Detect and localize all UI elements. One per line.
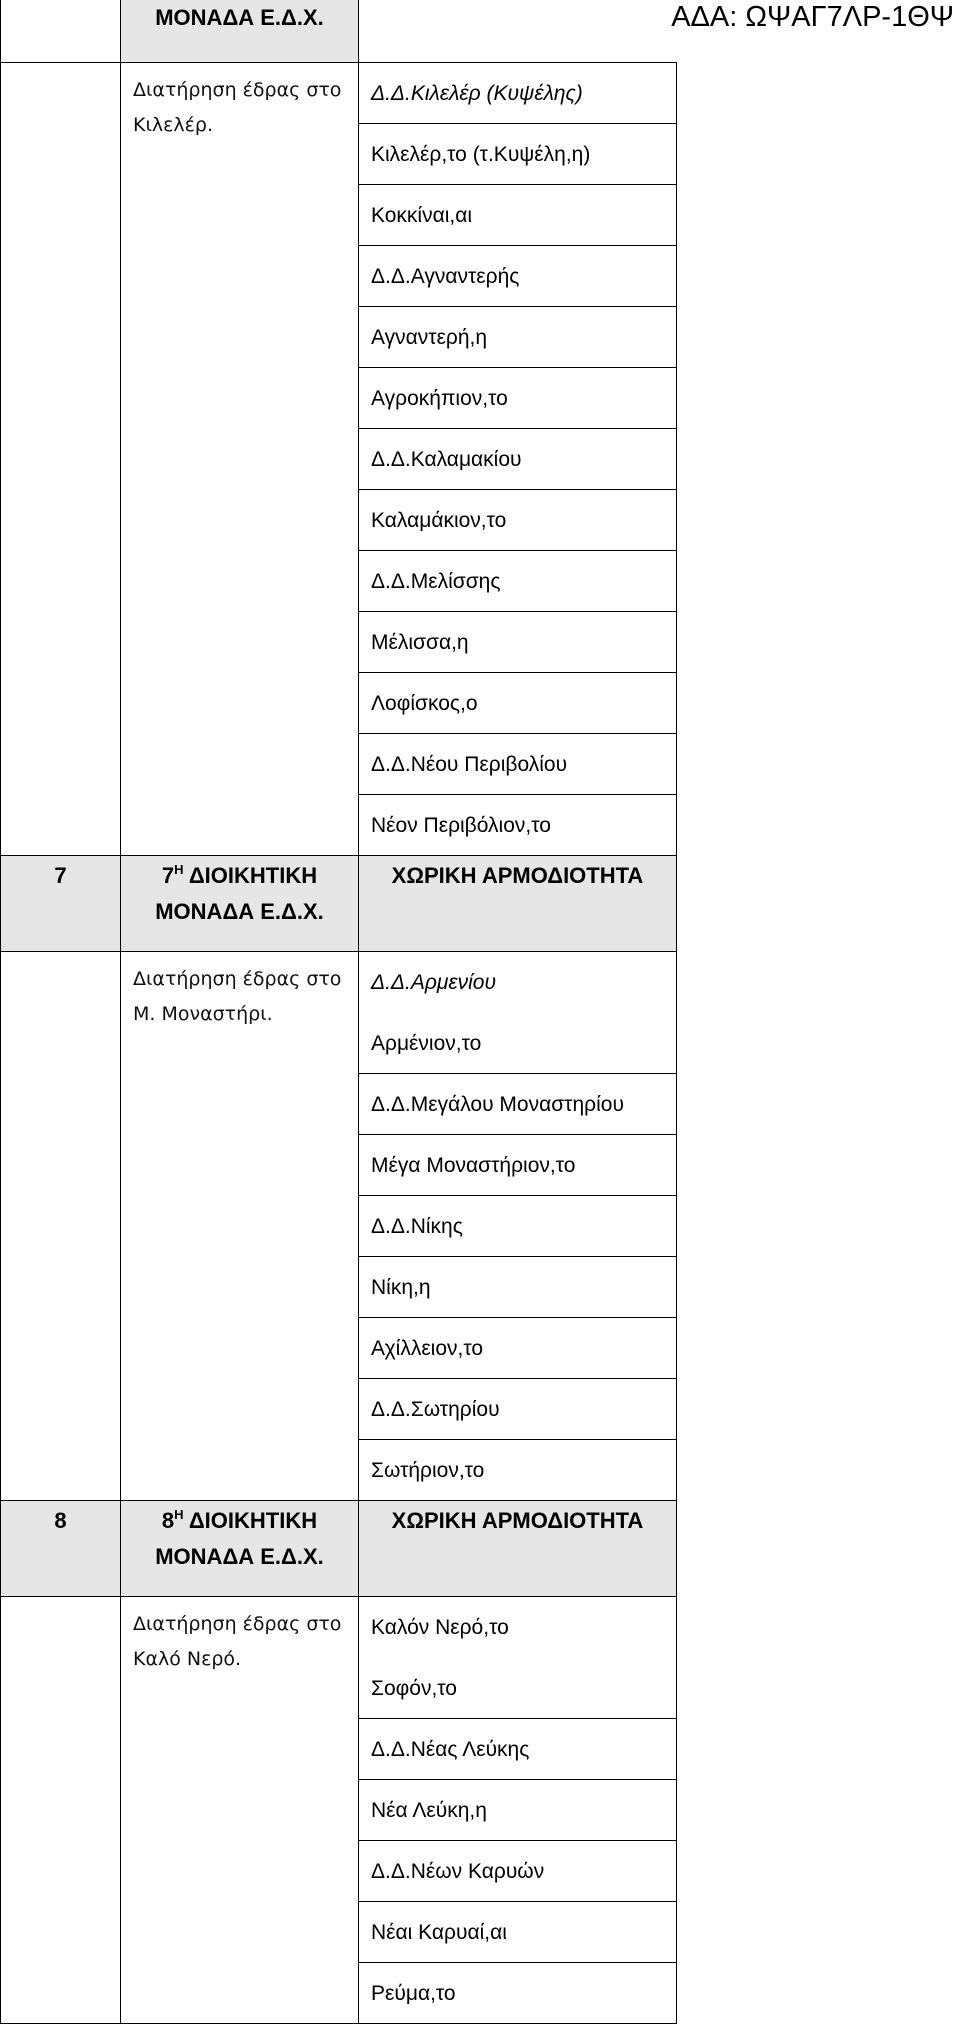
section-header-row xyxy=(1,855,677,951)
unit-title-text: ΔΙΟΙΚΗΤΙΚΗ ΜΟΝΑΔΑ Ε.Δ.Χ. xyxy=(155,862,324,924)
list-item: Δ.Δ.Νέων Καρυών xyxy=(359,1840,677,1901)
list-item: Δ.Δ.Καλαμακίου xyxy=(359,428,677,489)
list-item-line: Δ.Δ.Αρμενίου xyxy=(371,970,497,994)
section-header-row xyxy=(1,1500,677,1596)
unit-title-cont: ΜΟΝΑΔΑ Ε.Δ.Χ. xyxy=(121,0,359,62)
list-item xyxy=(359,951,677,1073)
table-header-row xyxy=(1,0,677,62)
list-item: Αγροκήπιον,το xyxy=(359,367,677,428)
list-item: Δ.Δ.Μελίσσης xyxy=(359,550,677,611)
list-item: Δ.Δ.Νέου Περιβολίου xyxy=(359,733,677,794)
unit-title xyxy=(121,1500,359,1596)
list-item: Δ.Δ.Κιλελέρ (Κυψέλης) xyxy=(359,62,677,123)
table-row xyxy=(1,951,677,1073)
list-item: Σωτήριον,το xyxy=(359,1439,677,1500)
list-item: Μέγα Μοναστήριον,το xyxy=(359,1134,677,1195)
unit-title-text: ΔΙΟΙΚΗΤΙΚΗ ΜΟΝΑΔΑ Ε.Δ.Χ. xyxy=(155,1507,324,1569)
list-item: Δ.Δ.Σωτηρίου xyxy=(359,1378,677,1439)
unit-ordinal-sup: Η xyxy=(174,1506,184,1522)
col-header: ΧΩΡΙΚΗ ΑΡΜΟΔΙΟΤΗΤΑ xyxy=(359,1500,677,1596)
list-item: Δ.Δ.Μεγάλου Μοναστηρίου xyxy=(359,1073,677,1134)
seat-text: Διατήρηση έδρας στο Μ. Μοναστήρι. xyxy=(121,951,359,1500)
list-item: Μέλισσα,η xyxy=(359,611,677,672)
section-number: 7 xyxy=(1,855,121,951)
list-item: Νέον Περιβόλιον,το xyxy=(359,794,677,855)
list-item: Καλαμάκιον,το xyxy=(359,489,677,550)
section-number: 8 xyxy=(1,1500,121,1596)
list-item: Δ.Δ.Νίκης xyxy=(359,1195,677,1256)
list-item: Κιλελέρ,το (τ.Κυψέλη,η) xyxy=(359,123,677,184)
list-item: Νίκη,η xyxy=(359,1256,677,1317)
list-item-line: Αρμένιον,το xyxy=(371,1031,482,1055)
ada-code: ΑΔΑ: ΩΨΑΓ7ΛΡ-1ΘΨ xyxy=(671,1,954,33)
seat-text: Διατήρηση έδρας στο Καλό Νερό. xyxy=(121,1596,359,2023)
seat-text: Διατήρηση έδρας στο Κιλελέρ. xyxy=(121,62,359,855)
list-item: Νέαι Καρυαί,αι xyxy=(359,1901,677,1962)
unit-title xyxy=(121,855,359,951)
unit-ordinal-sup: Η xyxy=(174,861,184,877)
table-row xyxy=(1,62,677,123)
list-item-line: Σοφόν,το xyxy=(371,1676,457,1700)
list-item: Δ.Δ.Νέας Λεύκης xyxy=(359,1718,677,1779)
list-item: Ρεύμα,το xyxy=(359,1962,677,2023)
table-row xyxy=(1,1596,677,1718)
unit-ordinal: 7 xyxy=(161,862,175,888)
list-item: Νέα Λεύκη,η xyxy=(359,1779,677,1840)
list-item: Κοκκίναι,αι xyxy=(359,184,677,245)
unit-ordinal: 8 xyxy=(161,1507,175,1533)
list-item-line: Καλόν Νερό,το xyxy=(371,1615,509,1639)
list-item xyxy=(359,1596,677,1718)
list-item: Αγναντερή,η xyxy=(359,306,677,367)
col-header: ΧΩΡΙΚΗ ΑΡΜΟΔΙΟΤΗΤΑ xyxy=(359,855,677,951)
list-item: Δ.Δ.Αγναντερής xyxy=(359,245,677,306)
list-item: Αχίλλειον,το xyxy=(359,1317,677,1378)
list-item: Λοφίσκος,ο xyxy=(359,672,677,733)
